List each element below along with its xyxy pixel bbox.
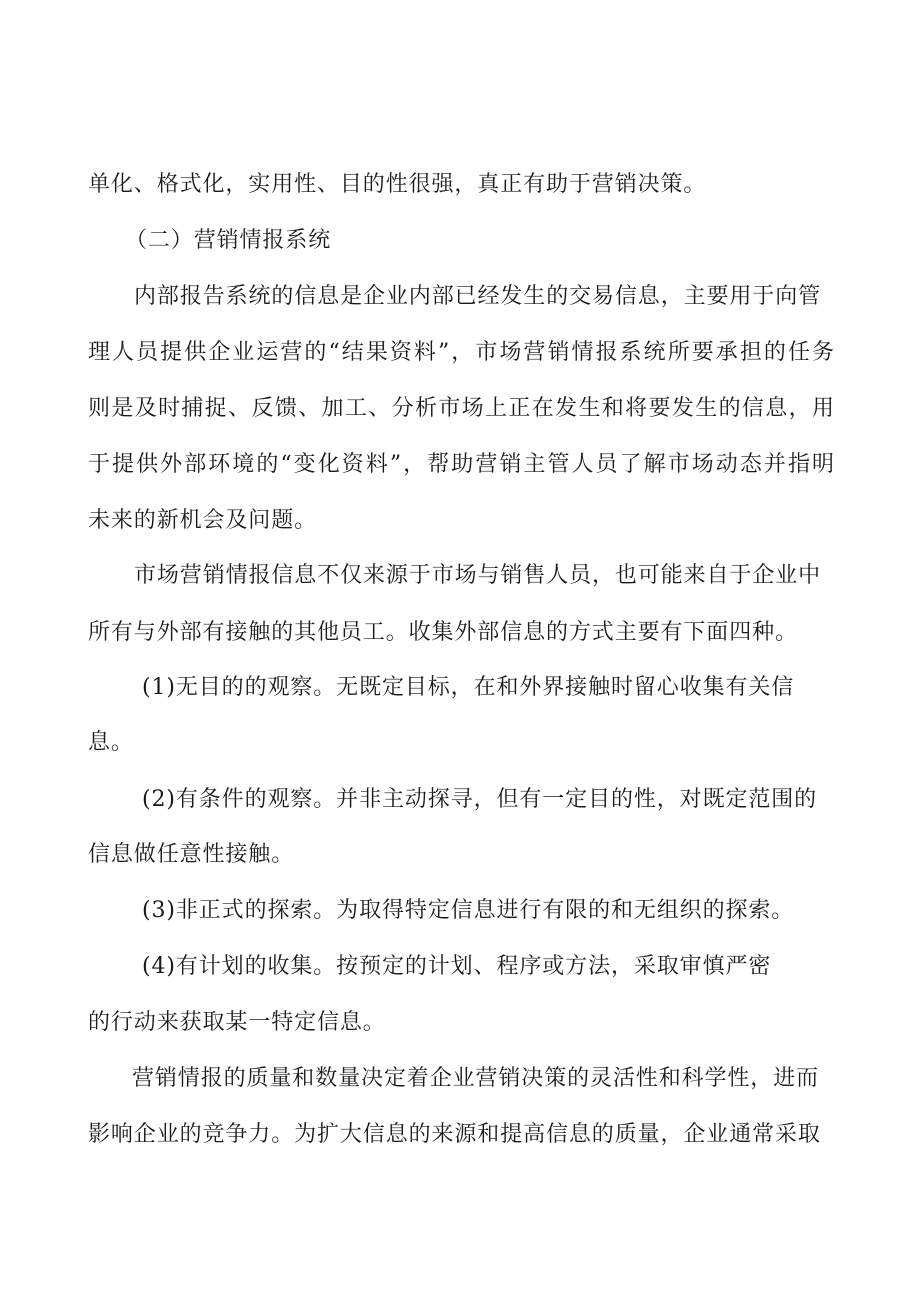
text-line: 则是及时捕捉、反馈、加工、分析市场上正在发生和将要发生的信息，用 (88, 396, 834, 421)
text-line: 所有与外部有接触的其他员工。收集外部信息的方式主要有下面四种。 (88, 620, 798, 645)
text-line: 营销情报的质量和数量决定着企业营销决策的灵活性和科学性，进而 (132, 1066, 820, 1091)
text-line: 理人员提供企业运营的“结果资料”，市场营销情报系统所要承担的任务 (88, 340, 834, 365)
text-line: 于提供外部环境的“变化资料”，帮助营销主管人员了解市场动态并指明 (88, 452, 834, 477)
text-line: 市场营销情报信息不仅来源于市场与销售人员，也可能来自于企业中 (134, 563, 822, 588)
section-heading: （二）营销情报系统 (125, 228, 332, 253)
list-item-text: (1)无目的的观察。无既定目标，在和外界接触时留心收集有关信 (142, 675, 795, 700)
text-line: 未来的新机会及问题。 (88, 508, 318, 533)
text-line: 单化、格式化，实用性、目的性很强，真正有助于营销决策。 (88, 172, 707, 197)
list-item-text: (2)有条件的观察。并非主动探寻，但有一定目的性，对既定范围的 (142, 787, 818, 812)
list-item-text: (3)非正式的探索。为取得特定信息进行有限的和无组织的探索。 (142, 898, 795, 923)
text-line: 影响企业的竞争力。为扩大信息的来源和提高信息的质量，企业通常采取 (88, 1122, 821, 1147)
list-item-text: 息。 (88, 730, 134, 755)
list-item-text: 信息做任意性接触。 (88, 842, 295, 867)
list-item-text: (4)有计划的收集。按预定的计划、程序或方法，采取审慎严密 (142, 954, 772, 979)
text-line: 内部报告系统的信息是企业内部已经发生的交易信息，主要用于向管 (134, 284, 822, 309)
list-item-text: 的行动来获取某一特定信息。 (88, 1010, 386, 1035)
